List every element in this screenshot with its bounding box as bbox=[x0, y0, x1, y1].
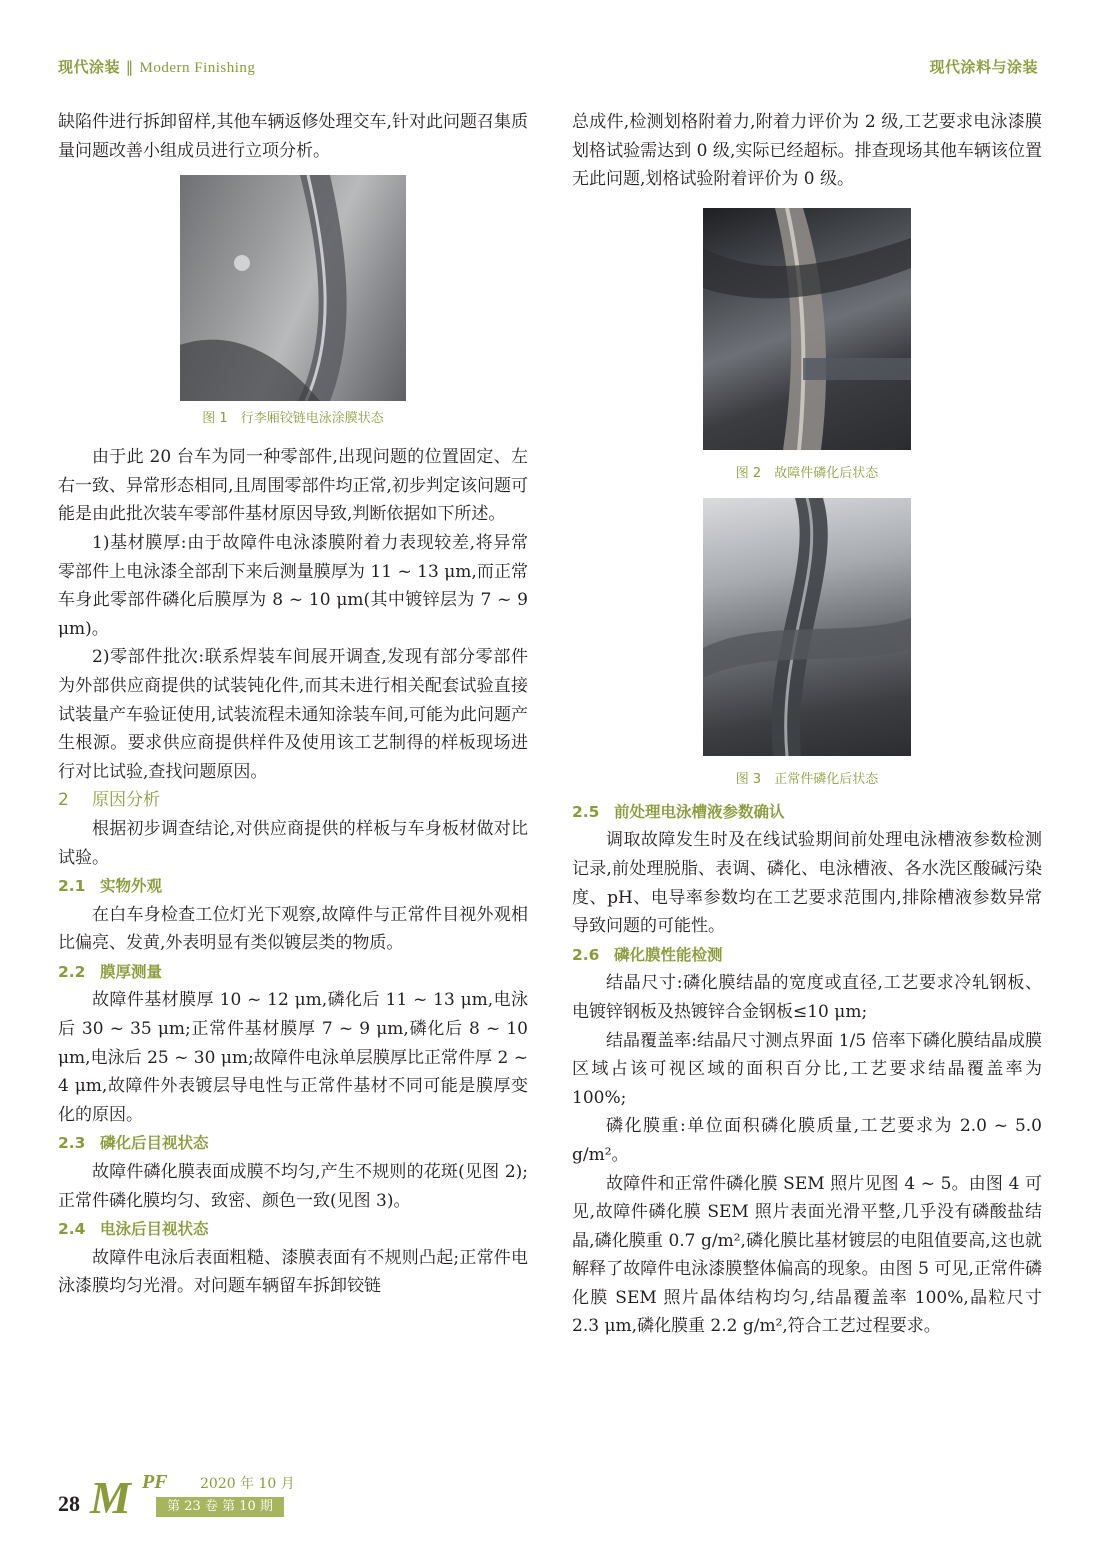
figure-1-photo bbox=[180, 175, 406, 401]
figure-1-caption: 图 1 行李厢铰链电泳涂膜状态 bbox=[202, 411, 384, 427]
page-footer bbox=[58, 1473, 358, 1523]
paragraph: 在白车身检查工位灯光下观察,故障件与正常件目视外观相比偏亮、发黄,外表明显有类似镀层类的物质。 bbox=[58, 904, 528, 954]
paragraph: 结晶尺寸:磷化膜结晶的宽度或直径,工艺要求冷轧钢板、电镀锌钢板及热镀锌合金钢板≤10 μm; bbox=[572, 973, 1042, 1022]
left-column bbox=[58, 108, 528, 1301]
issue-date: 2020 年 10 月 bbox=[200, 1476, 295, 1492]
paragraph: 缺陷件进行拆卸留样,其他车辆返修处理交车,针对此问题召集质量问题改善小组成员进行立项分析。 bbox=[58, 112, 528, 161]
paragraph: 故障件基材膜厚 10 ~ 12 μm,磷化后 11 ~ 13 μm,电泳后 30 ~ 35 μm;正常件基材膜厚 7 ~ 9 μm,磷化后 8 ~ 10 μm,电泳后 25 ~ 30 μm;故障件电泳单层膜厚比正常件厚 2 ~ 4 μm,故障件外表镀层导电性与正常件基材不同可能是膜厚变化的原因。 bbox=[58, 990, 528, 1125]
figure-2-illustration bbox=[703, 208, 911, 450]
journal-logo-pf: PF bbox=[142, 1471, 168, 1493]
journal-name-en: Modern Finishing bbox=[139, 60, 256, 76]
right-column bbox=[572, 108, 1042, 1341]
paragraph: 1)基材膜厚:由于故障件电泳漆膜附着力表现较差,将异常零部件上电泳漆全部刮下来后测量膜厚为 11 ~ 13 μm,而正常车身此零部件磷化后膜厚为 8 ~ 10 μm(其中镀锌层为 7 ~ 9 μm)。 bbox=[58, 532, 528, 639]
section-heading-2: 2 原因分析 bbox=[58, 790, 160, 811]
issue-volume: 第 23 卷 第 10 期 bbox=[156, 1497, 284, 1517]
figure-3-illustration bbox=[703, 498, 911, 756]
paragraph: 故障件和正常件磷化膜 SEM 照片见图 4 ~ 5。由图 4 可见,故障件磷化膜 SEM 照片表面光滑平整,几乎没有磷酸盐结晶,磷化膜重 0.7 g/m²,磷化膜比基材镀层的电阻值要高,这也就解释了故障件电泳漆膜整体偏高的现象。由图 5 可见,正常件磷化膜 SEM 照片晶体结构均匀,结晶覆盖率 100%,晶粒尺寸 2.3 μm,磷化膜重 2.2 g/m²,符合工艺过程要求。 bbox=[572, 1173, 1042, 1337]
section-heading-2-1: 2.1 实物外观 bbox=[58, 877, 163, 896]
figure-1-illustration bbox=[180, 175, 406, 401]
running-header-left bbox=[58, 56, 255, 77]
header-separator: ‖ bbox=[125, 58, 134, 76]
paragraph: 调取故障发生时及在线试验期间前处理电泳槽液参数检测记录,前处理脱脂、表调、磷化、电泳槽液、各水洗区酸碱污染度、pH、电导率参数均在工艺要求范围内,排除槽液参数异常导致问题的可能性。 bbox=[572, 830, 1042, 937]
section-heading-2-4: 2.4 电泳后目视状态 bbox=[58, 1220, 209, 1239]
paragraph: 故障件磷化膜表面成膜不均匀,产生不规则的花斑(见图 2);正常件磷化膜均匀、致密、颜色一致(见图 3)。 bbox=[58, 1162, 528, 1211]
page-number: 28 bbox=[58, 1491, 80, 1516]
paragraph: 结晶覆盖率:结晶尺寸测点界面 1/5 倍率下磷化膜结晶成膜区域占该可视区域的面积百分比,工艺要求结晶覆盖率为 100%; bbox=[572, 1030, 1042, 1108]
paragraph: 磷化膜重:单位面积磷化膜质量,工艺要求为 2.0 ~ 5.0 g/m²。 bbox=[572, 1116, 1042, 1165]
journal-name-cn: 现代涂装 bbox=[58, 58, 121, 76]
paragraph: 总成件,检测划格附着力,附着力评价为 2 级,工艺要求电泳漆膜划格试验需达到 0 级,实际已经超标。排查现场其他车辆该位置无此问题,划格试验附着评价为 0 级。 bbox=[572, 112, 1042, 190]
paragraph: 由于此 20 台车为同一种零部件,出现问题的位置固定、左右一致、异常形态相同,且周围零部件均正常,初步判定该问题可能是由此批次装车零部件基材原因导致,判断依据如下所述。 bbox=[58, 447, 528, 525]
running-header-right: 现代涂料与涂装 bbox=[929, 58, 1038, 76]
journal-logo-m: M bbox=[90, 1472, 131, 1523]
figure-3-caption: 图 3 正常件磷化后状态 bbox=[735, 771, 879, 787]
section-heading-2-3: 2.3 磷化后目视状态 bbox=[58, 1134, 209, 1153]
section-heading-2-5: 2.5 前处理电泳槽液参数确认 bbox=[572, 802, 785, 821]
figure-2-caption: 图 2 故障件磷化后状态 bbox=[735, 465, 879, 481]
section-heading-2-6: 2.6 磷化膜性能检测 bbox=[572, 945, 723, 964]
section-heading-2-2: 2.2 膜厚测量 bbox=[58, 962, 163, 981]
paragraph: 故障件电泳后表面粗糙、漆膜表面有不规则凸起;正常件电泳漆膜均匀光滑。对问题车辆留车拆卸铰链 bbox=[58, 1247, 528, 1297]
figure-3-photo bbox=[703, 498, 911, 756]
paragraph: 2)零部件批次:联系焊装车间展开调查,发现有部分零部件为外部供应商提供的试装钝化件,而其未进行相关配套试验直接试装量产车验证使用,试装流程未通知涂装车间,可能为此问题产生根源。要求供应商提供样件及使用该工艺制得的样板现场进行对比试验,查找问题原因。 bbox=[58, 647, 528, 782]
paragraph: 根据初步调查结论,对供应商提供的样板与车身板材做对比试验。 bbox=[58, 818, 528, 868]
figure-2-photo bbox=[703, 208, 911, 450]
